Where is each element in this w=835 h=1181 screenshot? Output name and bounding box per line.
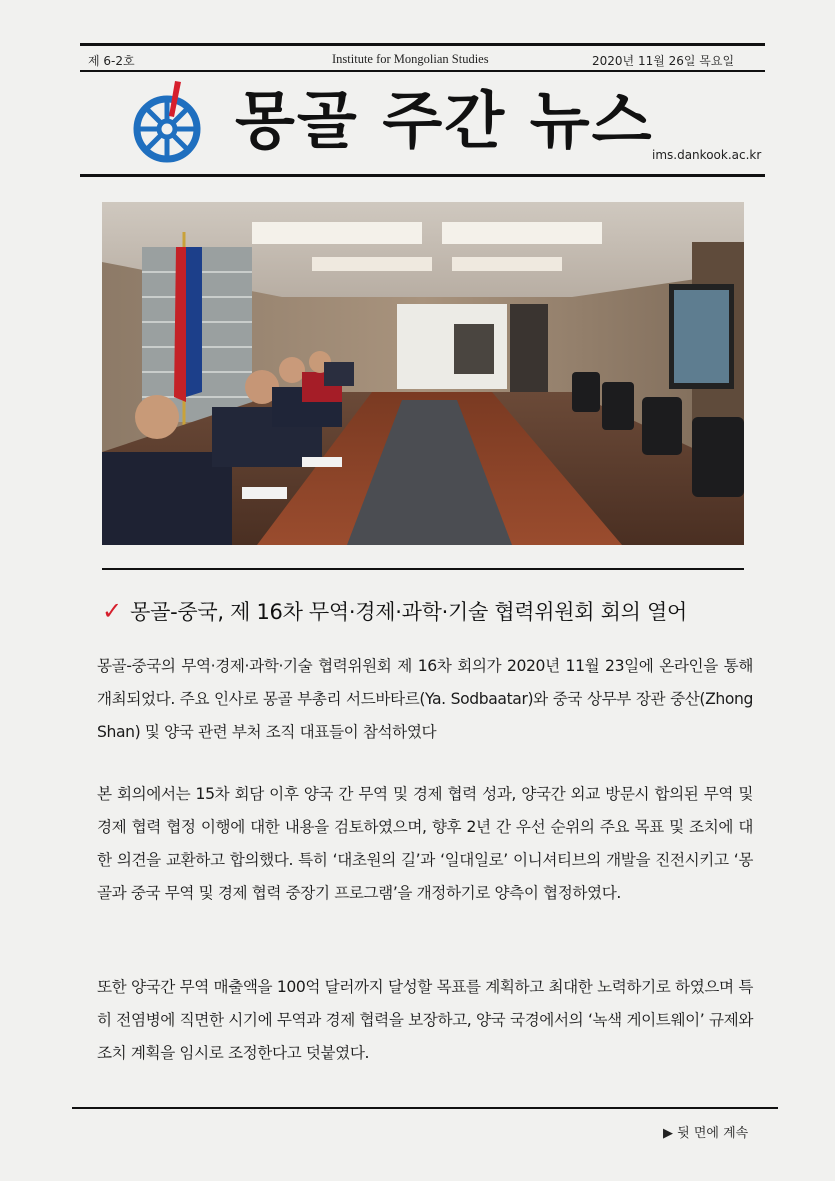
article-paragraph-1: 몽골-중국의 무역·경제·과학·기술 협력위원회 제 16차 회의가 2020년 11월 23일에 온라인을 통해 개최되었다. 주요 인사로 몽골 부총리 서드바타르(Ya. Sodbaatar)와 중국 상무부 장관 중산(Zhong Shan) 및 양국 관련 부처 조직 대표들이 참석하였다: [97, 657, 753, 741]
continue-note: ▶ 뒷 면에 계속: [663, 1126, 749, 1141]
issue-number: 제 6-2호: [88, 54, 135, 68]
institute-logo: [129, 79, 205, 163]
footer-rule: [72, 1107, 778, 1109]
masthead-title: 몽골 주간 뉴스: [235, 84, 654, 157]
website-url: ims.dankook.ac.kr: [652, 148, 762, 162]
article-heading: [102, 594, 687, 628]
article-title: 몽골-중국, 제 16차 무역·경제·과학·기술 협력위원회 회의 열어: [130, 600, 687, 624]
header-mid-rule: [80, 70, 765, 72]
article-paragraph-3: 또한 양국간 무역 매출액을 100억 달러까지 달성할 목표를 계획하고 최대한 노력하기로 하였으며 특히 전염병에 직면한 시기에 무역과 경제 협력을 보장하고, 양국 국경에서의 ‘녹색 게이트웨이’ 규제와 조치 계획을 임시로 조정한다고 덧붙였다.: [97, 978, 753, 1062]
issue-date: 2020년 11월 26일 목요일: [592, 54, 735, 68]
masthead-bottom-rule: [80, 174, 765, 177]
meeting-photo: [102, 202, 744, 545]
institute-name: Institute for Mongolian Studies: [332, 52, 489, 66]
article-top-rule: [102, 568, 744, 570]
article-paragraph-2: 본 회의에서는 15차 회담 이후 양국 간 무역 및 경제 협력 성과, 양국간 외교 방문시 합의된 무역 및 경제 협력 협정 이행에 대한 내용을 검토하였으며, 향후 2년 간 우선 순위의 주요 목표 및 조치에 대한 의견을 교환하고 합의했다. 특히 ‘대초원의 길’과 ‘일대일로’ 이니셔티브의 개발을 진전시키고 ‘몽골과 중국 무역 및 경제 협력 중장기 프로그램’을 개정하기로 양측이 협정하였다.: [97, 785, 753, 902]
checkmark-icon: ✓: [102, 597, 123, 625]
header-top-rule: [80, 43, 765, 46]
